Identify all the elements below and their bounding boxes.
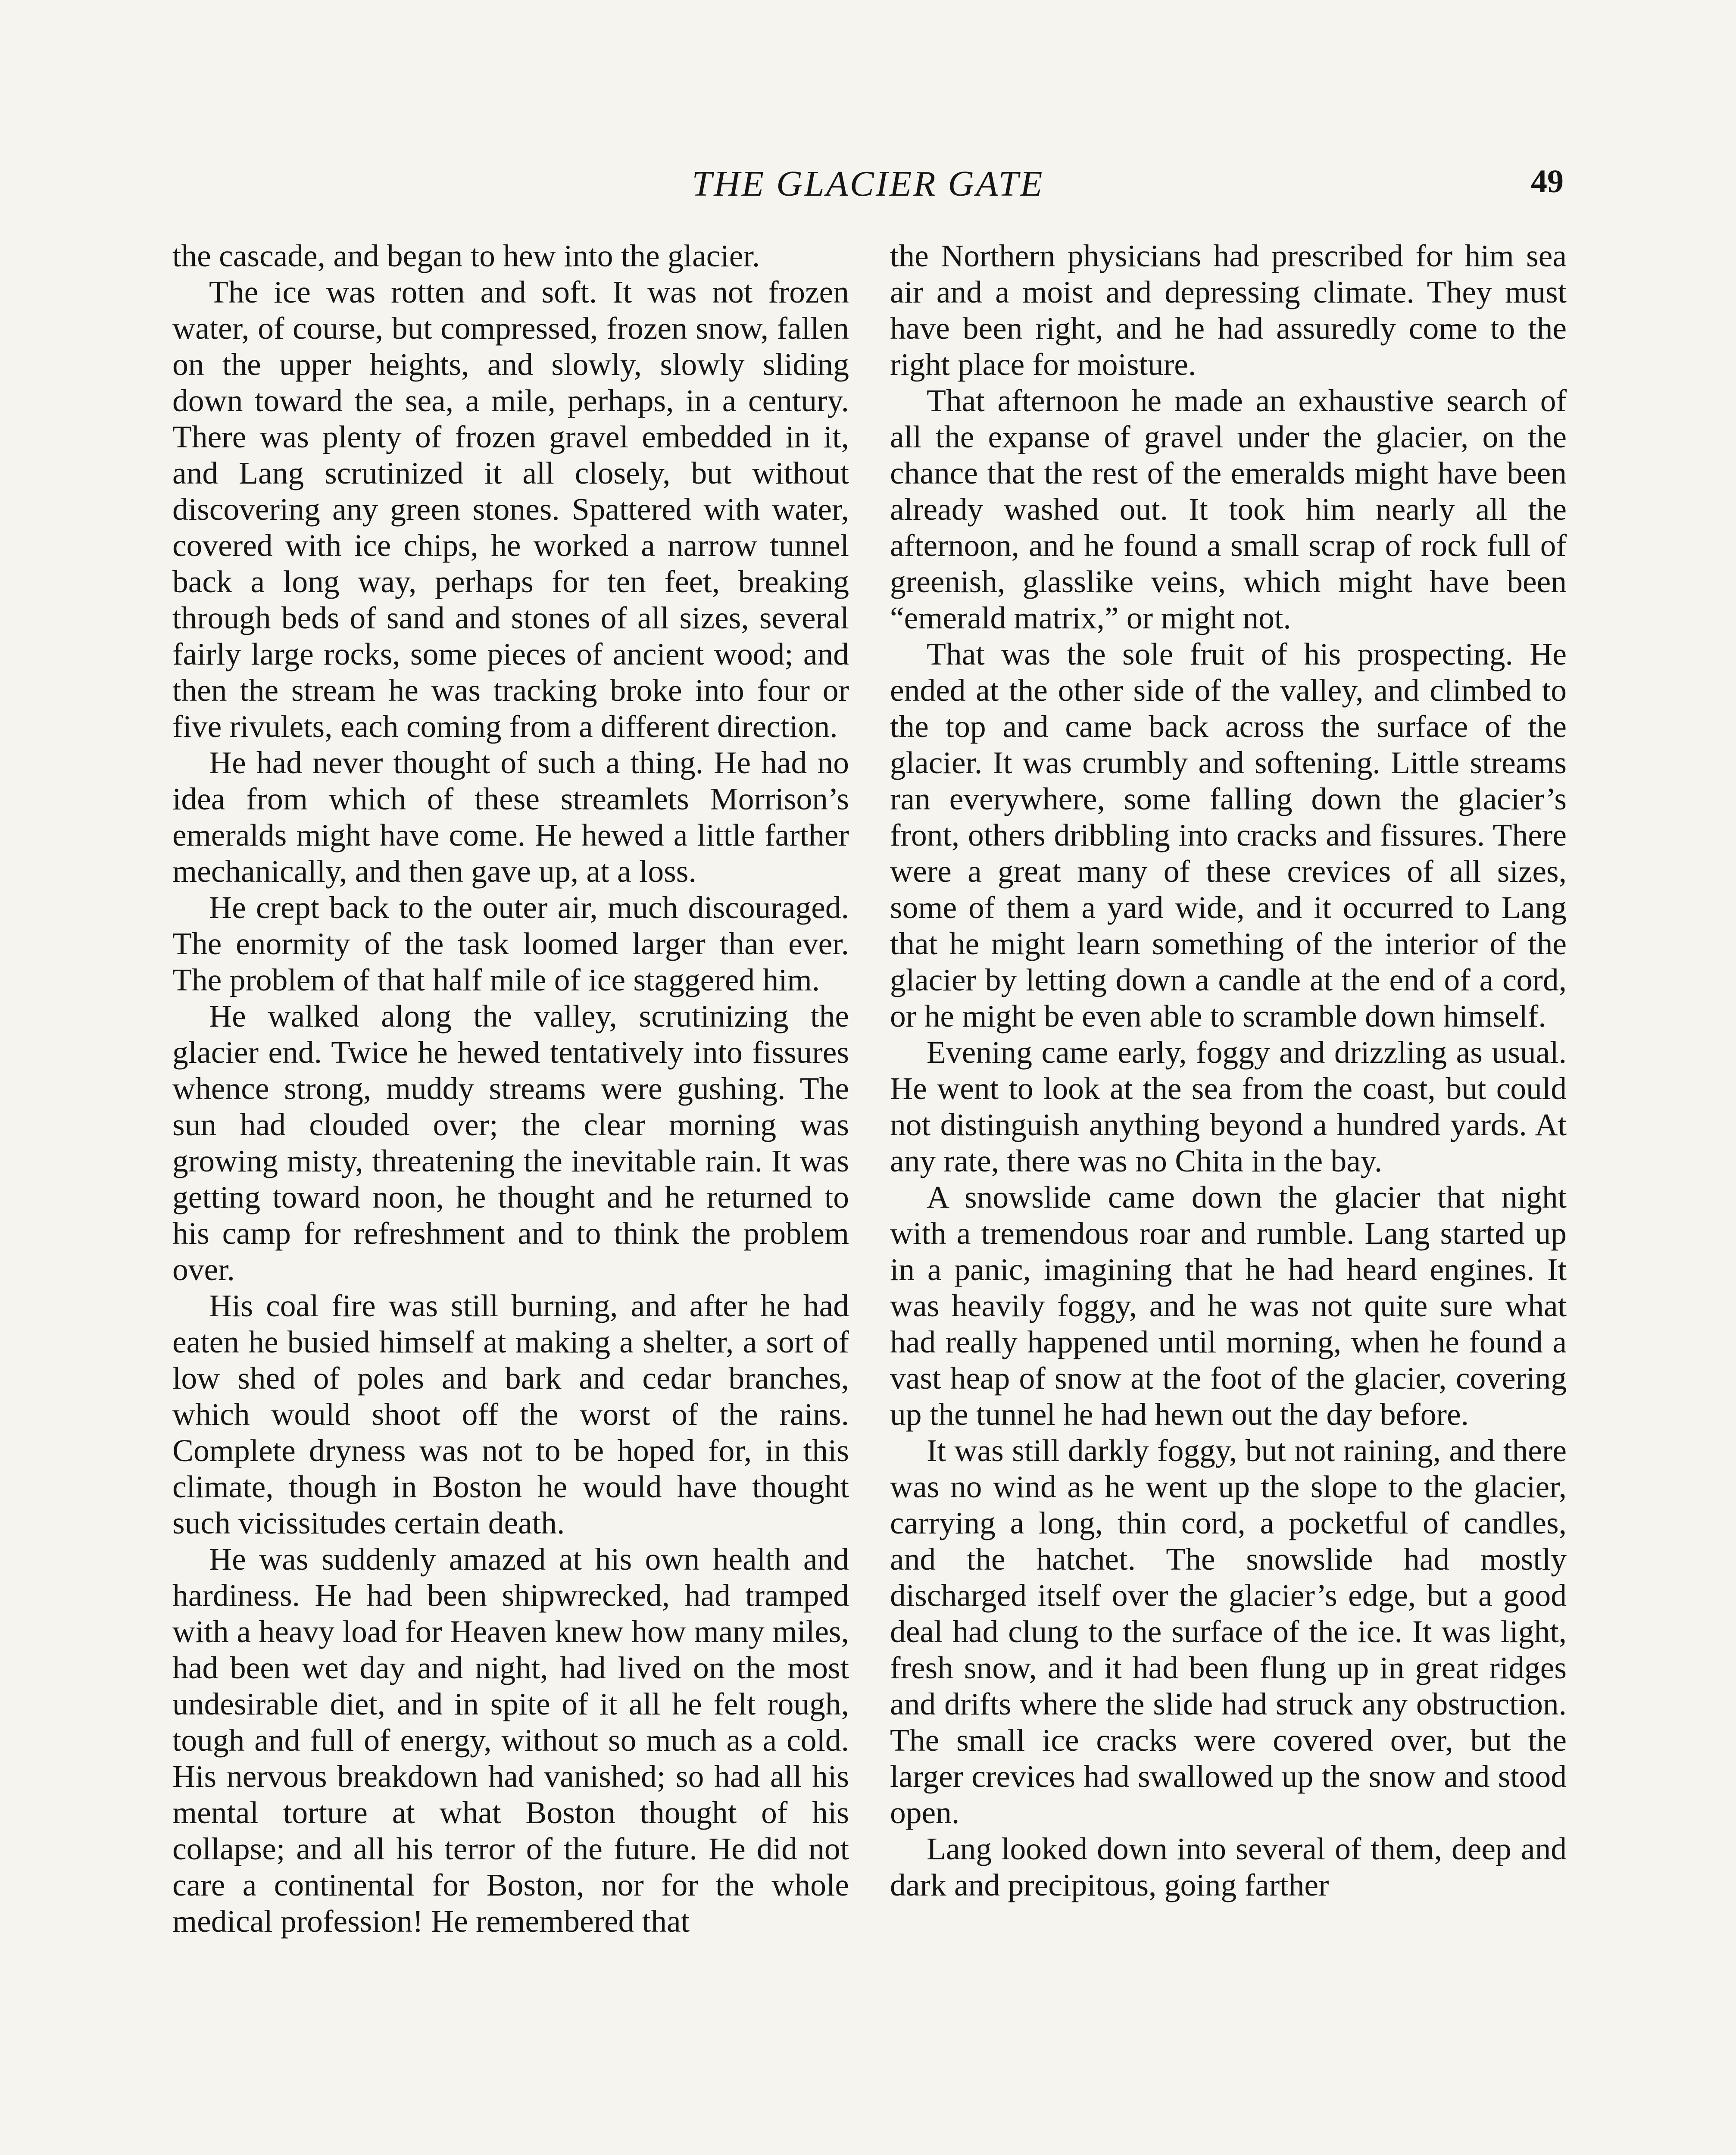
running-title: THE GLACIER GATE	[692, 164, 1044, 204]
page-header	[172, 163, 1564, 210]
paragraph: That afternoon he made an exhaustive search of all the expanse of gravel under the glacier, on the chance that the rest of the emeralds might have been already washed out. It took him nearly all the afternoon, and he found a small scrap of rock full of greenish, glasslike veins, which might have been “emerald matrix,” or might not.	[890, 383, 1567, 635]
paragraph: He crept back to the outer air, much discouraged. The enormity of the task loomed larger than ever. The problem of that half mile of ice staggered him.	[172, 890, 849, 997]
paragraph: He had never thought of such a thing. He had no idea from which of these streamlets Morrison’s emeralds might have come. He hewed a little farther mechanically, and then gave up, at a loss.	[172, 745, 849, 889]
paragraph: the Northern physicians had prescribed for him sea air and a moist and depressing climate. They must have been right, and he had assuredly come to the right place for moisture.	[890, 238, 1567, 382]
paragraph: The ice was rotten and soft. It was not frozen water, of course, but compressed, frozen snow, fallen on the upper heights, and slowly, slowly sliding down toward the sea, a mile, perhaps, in a century. There was plenty of frozen gravel embedded in it, and Lang scrutinized it all closely, but without discovering any green stones. Spattered with water, covered with ice chips, he worked a narrow tunnel back a long way, perhaps for ten feet, breaking through beds of sand and stones of all sizes, several fairly large rocks, some pieces of ancient wood; and then the stream he was tracking broke into four or five rivulets, each coming from a different direction.	[172, 275, 849, 744]
left-column	[172, 238, 849, 1940]
paragraph: He walked along the valley, scrutinizing the glacier end. Twice he hewed tentatively into fissures whence strong, muddy streams were gushing. The sun had clouded over; the clear morning was growing misty, threatening the inevitable rain. It was getting toward noon, he thought and he returned to his camp for refreshment and to think the problem over.	[172, 999, 849, 1287]
paragraph: His coal fire was still burning, and after he had eaten he busied himself at making a shelter, a sort of low shed of poles and bark and cedar branches, which would shoot off the worst of the rains. Complete dryness was not to be hoped for, in this climate, though in Boston he would have thought such vicissitudes certain death.	[172, 1288, 849, 1540]
right-column	[890, 238, 1567, 1903]
paragraph: It was still darkly foggy, but not raining, and there was no wind as he went up the slope to the glacier, carrying a long, thin cord, a pocketful of candles, and the hatchet. The snowslide had mostly discharged itself over the glacier’s edge, but a good deal had clung to the surface of the ice. It was light, fresh snow, and it had been flung up in great ridges and drifts where the slide had struck any obstruction. The small ice cracks were covered over, but the larger crevices had swallowed up the snow and stood open.	[890, 1433, 1567, 1830]
paragraph: the cascade, and began to hew into the glacier.	[172, 238, 760, 273]
paragraph: Evening came early, foggy and drizzling as usual. He went to look at the sea from the coast, but could not distinguish anything beyond a hundred yards. At any rate, there was no Chita in the bay.	[890, 1035, 1567, 1178]
paragraph: He was suddenly amazed at his own health and hardiness. He had been shipwrecked, had tramped with a heavy load for Heaven knew how many miles, had been wet day and night, had lived on the most undesirable diet, and in spite of it all he felt rough, tough and full of energy, without so much as a cold. His nervous breakdown had vanished; so had all his mental torture at what Boston thought of his collapse; and all his terror of the future. He did not care a continental for Boston, nor for the whole medical profession! He remembered that	[172, 1542, 849, 1939]
paragraph: A snowslide came down the glacier that night with a tremendous roar and rumble. Lang started up in a panic, imagining that he had heard engines. It was heavily foggy, and he was not quite sure what had really happened until morning, when he found a vast heap of snow at the foot of the glacier, covering up the tunnel he had hewn out the day before.	[890, 1180, 1567, 1432]
paragraph: Lang looked down into several of them, deep and dark and precipitous, going farther	[890, 1831, 1567, 1902]
page-number: 49	[1531, 163, 1564, 200]
paragraph: That was the sole fruit of his prospecting. He ended at the other side of the valley, and climbed to the top and came back across the surface of the glacier. It was crumbly and softening. Little streams ran everywhere, some falling down the glacier’s front, others dribbling into cracks and fissures. There were a great many of these crevices of all sizes, some of them a yard wide, and it occurred to Lang that he might learn something of the interior of the glacier by letting down a candle at the end of a cord, or he might be even able to scramble down himself.	[890, 637, 1567, 1034]
